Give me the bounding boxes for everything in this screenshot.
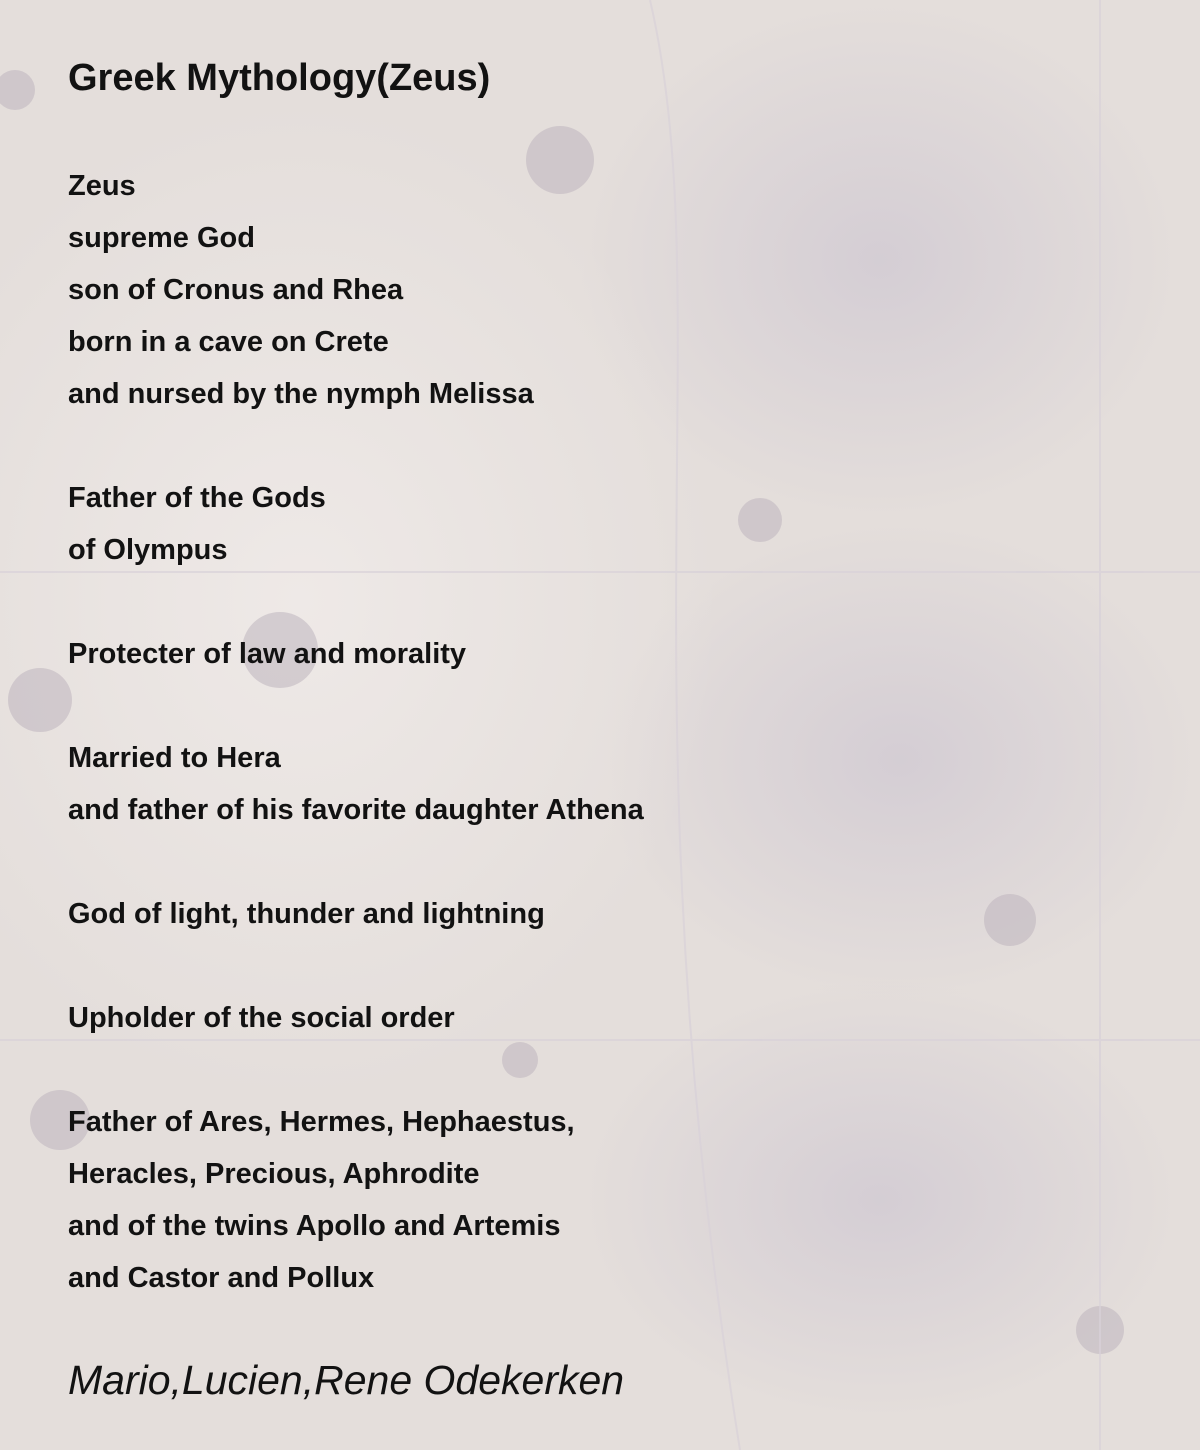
stanza	[68, 992, 1148, 1044]
stanza	[68, 732, 1148, 836]
stanza	[68, 160, 1148, 420]
poem-line: son of Cronus and Rhea	[68, 274, 404, 306]
poem-line: Zeus	[68, 170, 136, 202]
poem-line: Heracles, Precious, Aphrodite	[68, 1158, 480, 1190]
stanza	[68, 472, 1148, 576]
poem-line: and nursed by the nymph Melissa	[68, 378, 534, 410]
poem-line: God of light, thunder and lightning	[68, 898, 545, 930]
stanza	[68, 888, 1148, 940]
poem-line: Father of Ares, Hermes, Hephaestus,	[68, 1106, 575, 1138]
poem-line: and Castor and Pollux	[68, 1262, 375, 1294]
poem-container	[68, 52, 1148, 1406]
poem-author: Mario,Lucien,Rene Odekerken	[68, 1357, 625, 1403]
poem-line: Married to Hera	[68, 742, 281, 774]
poem-line: Protecter of law and morality	[68, 638, 467, 670]
poem-line: and of the twins Apollo and Artemis	[68, 1210, 561, 1242]
poem-line: Upholder of the social order	[68, 1002, 455, 1034]
poem-body	[68, 160, 1148, 1304]
poem-title: Greek Mythology(Zeus)	[68, 57, 491, 99]
poem-line: and father of his favorite daughter Athena	[68, 794, 644, 826]
stanza	[68, 628, 1148, 680]
poem-line: of Olympus	[68, 534, 228, 566]
poem-line: Father of the Gods	[68, 482, 326, 514]
poem-line: born in a cave on Crete	[68, 326, 389, 358]
stanza	[68, 1096, 1148, 1304]
poem-line: supreme God	[68, 222, 255, 254]
